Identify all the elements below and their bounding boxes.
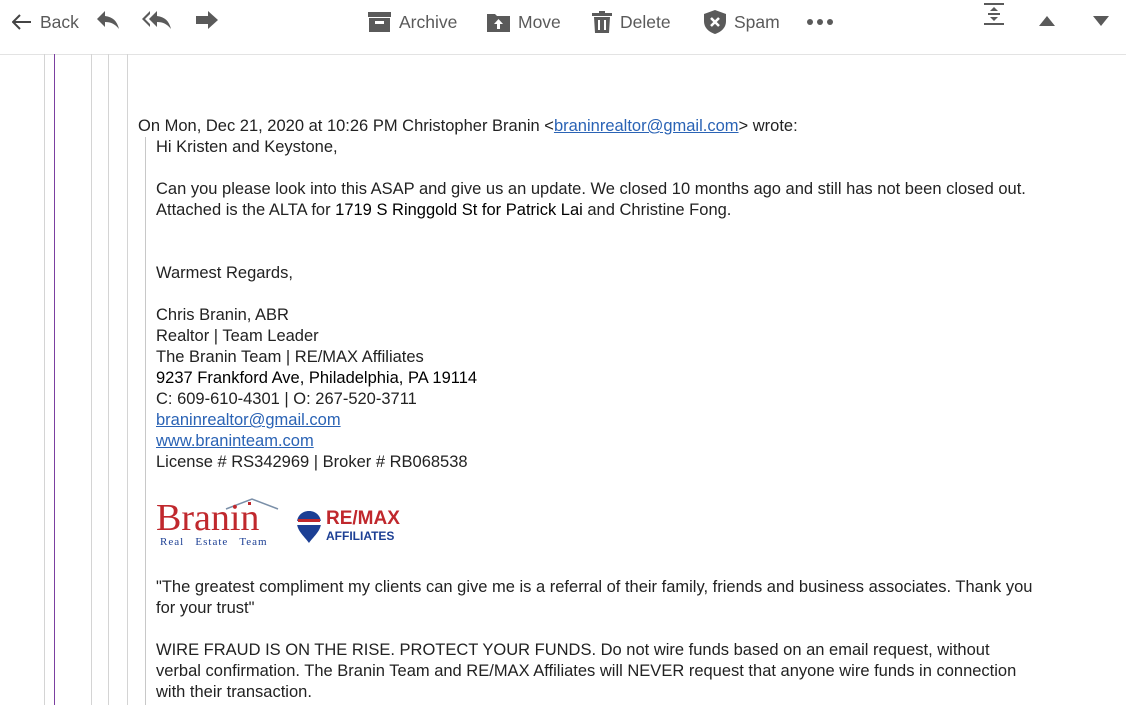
wire-fraud-notice-line: verbal confirmation. The Branin Team and RE/MAX Affiliates will NEVER request that anyone wire funds in connection [156,662,1017,680]
reply-all-button[interactable] [141,8,173,36]
thread-guide-line-purple [54,54,55,705]
reply-button[interactable] [94,8,122,36]
quote-header-text: On Mon, Dec 21, 2020 at 10:26 PM Christopher Branin < [138,117,554,135]
signature-website-link[interactable]: www.braninteam.com [156,432,314,450]
shield-x-icon [704,10,726,34]
spam-button[interactable] [704,0,780,44]
remax-logo-name: RE/MAX [326,508,400,529]
body-text-part: Attached is the ALTA for [156,201,336,219]
more-dots-icon [806,13,834,31]
collapse-icon [982,2,1006,31]
arrow-left-icon [12,14,32,30]
body-paragraph-line [156,200,731,221]
signature-quote-line: "The greatest compliment my clients can give me is a referral of their family, friends and business associates. Thank you [156,578,1033,596]
quote-bar [145,137,146,705]
wire-fraud-notice-line: with their transaction. [156,683,312,701]
forward-button[interactable] [193,8,221,36]
thread-guide-line [44,54,45,705]
signature-website [156,431,314,452]
property-address-text: 1719 S Ringgold St for Patrick Lai [335,201,583,219]
closing: Warmest Regards, [156,264,293,282]
signature-license: License # RS342969 | Broker # RB068538 [156,453,468,471]
branin-logo [156,497,288,549]
sender-email-link[interactable]: braninrealtor@gmail.com [553,117,739,135]
archive-button[interactable] [368,0,457,44]
wire-fraud-notice-line: WIRE FRAUD IS ON THE RISE. PROTECT YOUR FUNDS. Do not wire funds based on an email request, without [156,641,990,659]
body-text-part: and Christine Fong. [582,201,732,219]
next-message-button[interactable] [1090,8,1112,36]
message-toolbar [0,0,1126,55]
signature-phone: C: 609-610-4301 | O: 267-520-3711 [156,390,417,408]
back-button[interactable] [12,0,79,44]
move-folder-icon [487,12,510,32]
caret-down-icon [1093,13,1109,31]
back-label: Back [40,11,79,32]
signature-quote-line: for your trust" [156,599,255,617]
trash-icon [592,11,612,33]
reply-icon [95,9,121,36]
move-button[interactable] [487,0,561,44]
signature-name: Chris Branin, ABR [156,306,289,324]
previous-message-button[interactable] [1036,8,1058,36]
collapse-expand-button[interactable] [980,2,1008,30]
caret-up-icon [1039,13,1055,31]
signature-team: The Branin Team | RE/MAX Affiliates [156,348,424,366]
move-label: Move [518,11,561,32]
forward-arrow-icon [194,9,220,36]
quote-header-suffix: > wrote: [738,117,798,135]
signature-email [156,410,341,431]
quote-header [138,116,798,137]
thread-guide-line [91,54,92,705]
signature-email-link[interactable]: braninrealtor@gmail.com [156,411,341,429]
signature-title: Realtor | Team Leader [156,327,319,345]
branin-logo-subtitle: Real Estate Team [160,536,268,548]
greeting: Hi Kristen and Keystone, [156,138,338,156]
delete-label: Delete [620,11,671,32]
body-paragraph-line: Can you please look into this ASAP and give us an update. We closed 10 months ago and still has not been closed out. [156,180,1026,198]
archive-box-icon [368,12,391,32]
reply-all-icon [141,9,173,36]
remax-logo [296,509,412,545]
more-actions-button[interactable] [805,8,835,36]
thread-guide-line [108,54,109,705]
branin-logo-name: Branin [156,497,260,539]
remax-logo-subtitle: AFFILIATES [326,529,395,543]
archive-label: Archive [399,11,458,32]
spam-label: Spam [734,11,780,32]
signature-address: 9237 Frankford Ave, Philadelphia, PA 19114 [156,369,478,387]
remax-balloon-icon [296,511,322,543]
delete-button[interactable] [592,0,671,44]
thread-guide-line [127,54,128,705]
